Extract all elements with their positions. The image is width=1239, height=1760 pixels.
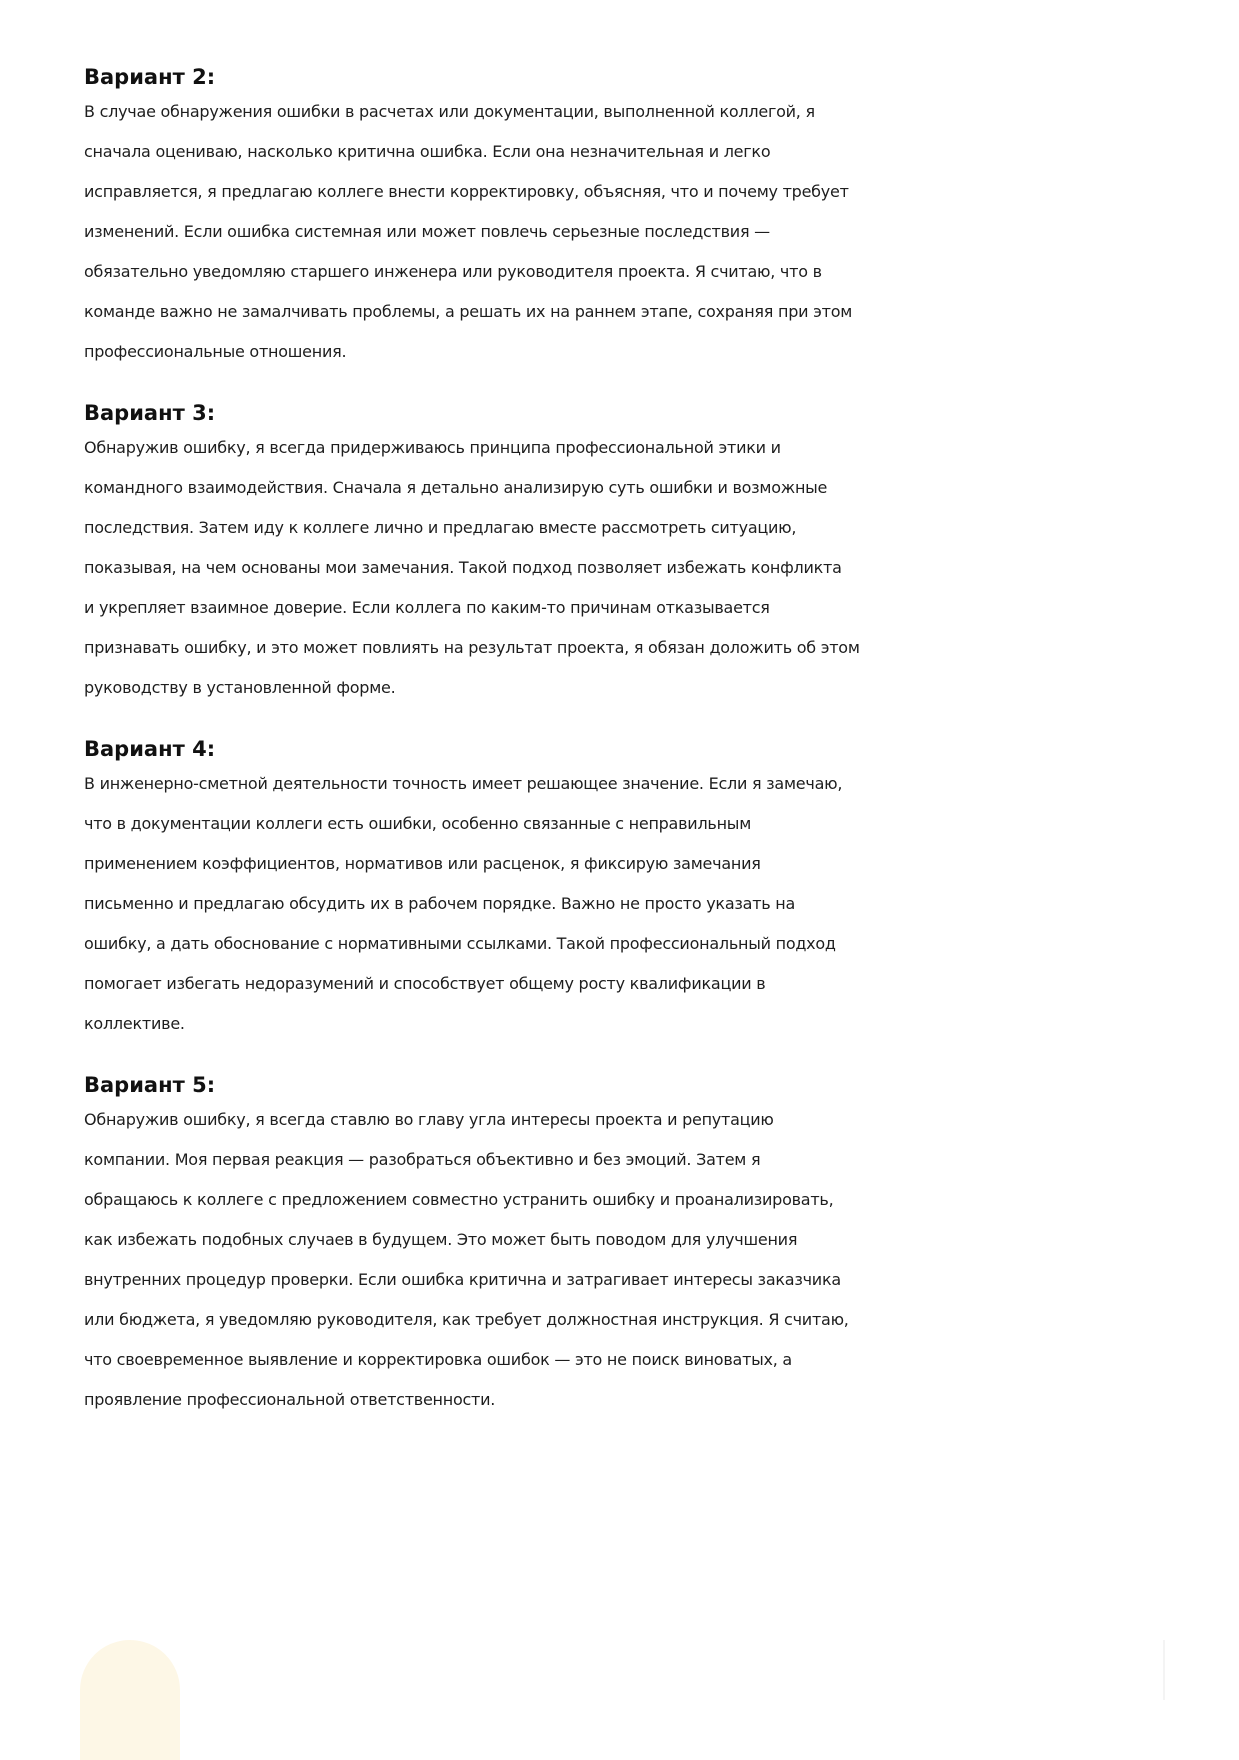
variant-5-line-4: как избежать подобных случаев в будущем. Это может быть поводом для улучшения	[84, 1230, 798, 1249]
variant-4-line-4: письменно и предлагаю обсудить их в рабочем порядке. Важно не просто указать на	[84, 894, 796, 913]
variant-5-line-8: проявление профессиональной ответственности.	[84, 1390, 496, 1409]
variant-5-line-6: или бюджета, я уведомляю руководителя, как требует должностная инструкция. Я считаю,	[84, 1310, 849, 1329]
document-content	[84, 62, 1164, 1446]
variant-3-line-5: и укрепляет взаимное доверие. Если коллега по каким-то причинам отказывается	[84, 598, 770, 617]
variant-2-line-1: В случае обнаружения ошибки в расчетах или документации, выполненной коллегой, я	[84, 102, 815, 121]
variant-3-title: Вариант 3:	[84, 401, 216, 425]
variant-3-line-7: руководству в установленной форме.	[84, 678, 396, 697]
variant-2-line-6: команде важно не замалчивать проблемы, а решать их на раннем этапе, сохраняя при этом	[84, 302, 853, 321]
variant-3-line-3: последствия. Затем иду к коллеге лично и предлагаю вместе рассмотреть ситуацию,	[84, 518, 797, 537]
variant-2-line-7: профессиональные отношения.	[84, 342, 347, 361]
variant-4-title: Вариант 4:	[84, 737, 216, 761]
decorative-edge-mark	[1163, 1640, 1165, 1700]
decorative-corner-shape	[80, 1640, 180, 1760]
variant-5-section	[84, 1070, 1164, 1420]
variant-2-body	[84, 92, 1164, 372]
variant-3-line-6: признавать ошибку, и это может повлиять на результат проекта, я обязан доложить об этом	[84, 638, 860, 657]
variant-5-line-5: внутренних процедур проверки. Если ошибка критична и затрагивает интересы заказчика	[84, 1270, 841, 1289]
variant-3-body	[84, 428, 1164, 708]
variant-4-line-6: помогает избегать недоразумений и способствует общему росту квалификации в	[84, 974, 766, 993]
variant-5-title: Вариант 5:	[84, 1073, 216, 1097]
variant-3-line-4: показывая, на чем основаны мои замечания. Такой подход позволяет избежать конфликта	[84, 558, 842, 577]
variant-5-line-2: компании. Моя первая реакция — разобраться объективно и без эмоций. Затем я	[84, 1150, 761, 1169]
variant-3-line-2: командного взаимодействия. Сначала я детально анализирую суть ошибки и возможные	[84, 478, 828, 497]
variant-2-line-5: обязательно уведомляю старшего инженера или руководителя проекта. Я считаю, что в	[84, 262, 822, 281]
variant-3-line-1: Обнаружив ошибку, я всегда придерживаюсь принципа профессиональной этики и	[84, 438, 781, 457]
variant-2-line-2: сначала оцениваю, насколько критична ошибка. Если она незначительная и легко	[84, 142, 771, 161]
variant-5-line-7: что своевременное выявление и корректировка ошибок — это не поиск виноватых, а	[84, 1350, 792, 1369]
variant-5-body	[84, 1100, 1164, 1420]
variant-4-line-1: В инженерно-сметной деятельности точность имеет решающее значение. Если я замечаю,	[84, 774, 843, 793]
variant-5-line-3: обращаюсь к коллеге с предложением совместно устранить ошибку и проанализировать,	[84, 1190, 834, 1209]
variant-5-line-1: Обнаружив ошибку, я всегда ставлю во главу угла интересы проекта и репутацию	[84, 1110, 774, 1129]
variant-4-line-7: коллективе.	[84, 1014, 185, 1033]
variant-2-line-3: исправляется, я предлагаю коллеге внести корректировку, объясняя, что и почему требует	[84, 182, 849, 201]
variant-4-line-2: что в документации коллеги есть ошибки, особенно связанные с неправильным	[84, 814, 752, 833]
variant-2-line-4: изменений. Если ошибка системная или может повлечь серьезные последствия —	[84, 222, 770, 241]
variant-2-title: Вариант 2:	[84, 65, 216, 89]
variant-2-section	[84, 62, 1164, 372]
variant-4-line-3: применением коэффициентов, нормативов или расценок, я фиксирую замечания	[84, 854, 761, 873]
variant-4-line-5: ошибку, а дать обоснование с нормативными ссылками. Такой профессиональный подход	[84, 934, 836, 953]
variant-3-section	[84, 398, 1164, 708]
variant-4-section	[84, 734, 1164, 1044]
variant-4-body	[84, 764, 1164, 1044]
